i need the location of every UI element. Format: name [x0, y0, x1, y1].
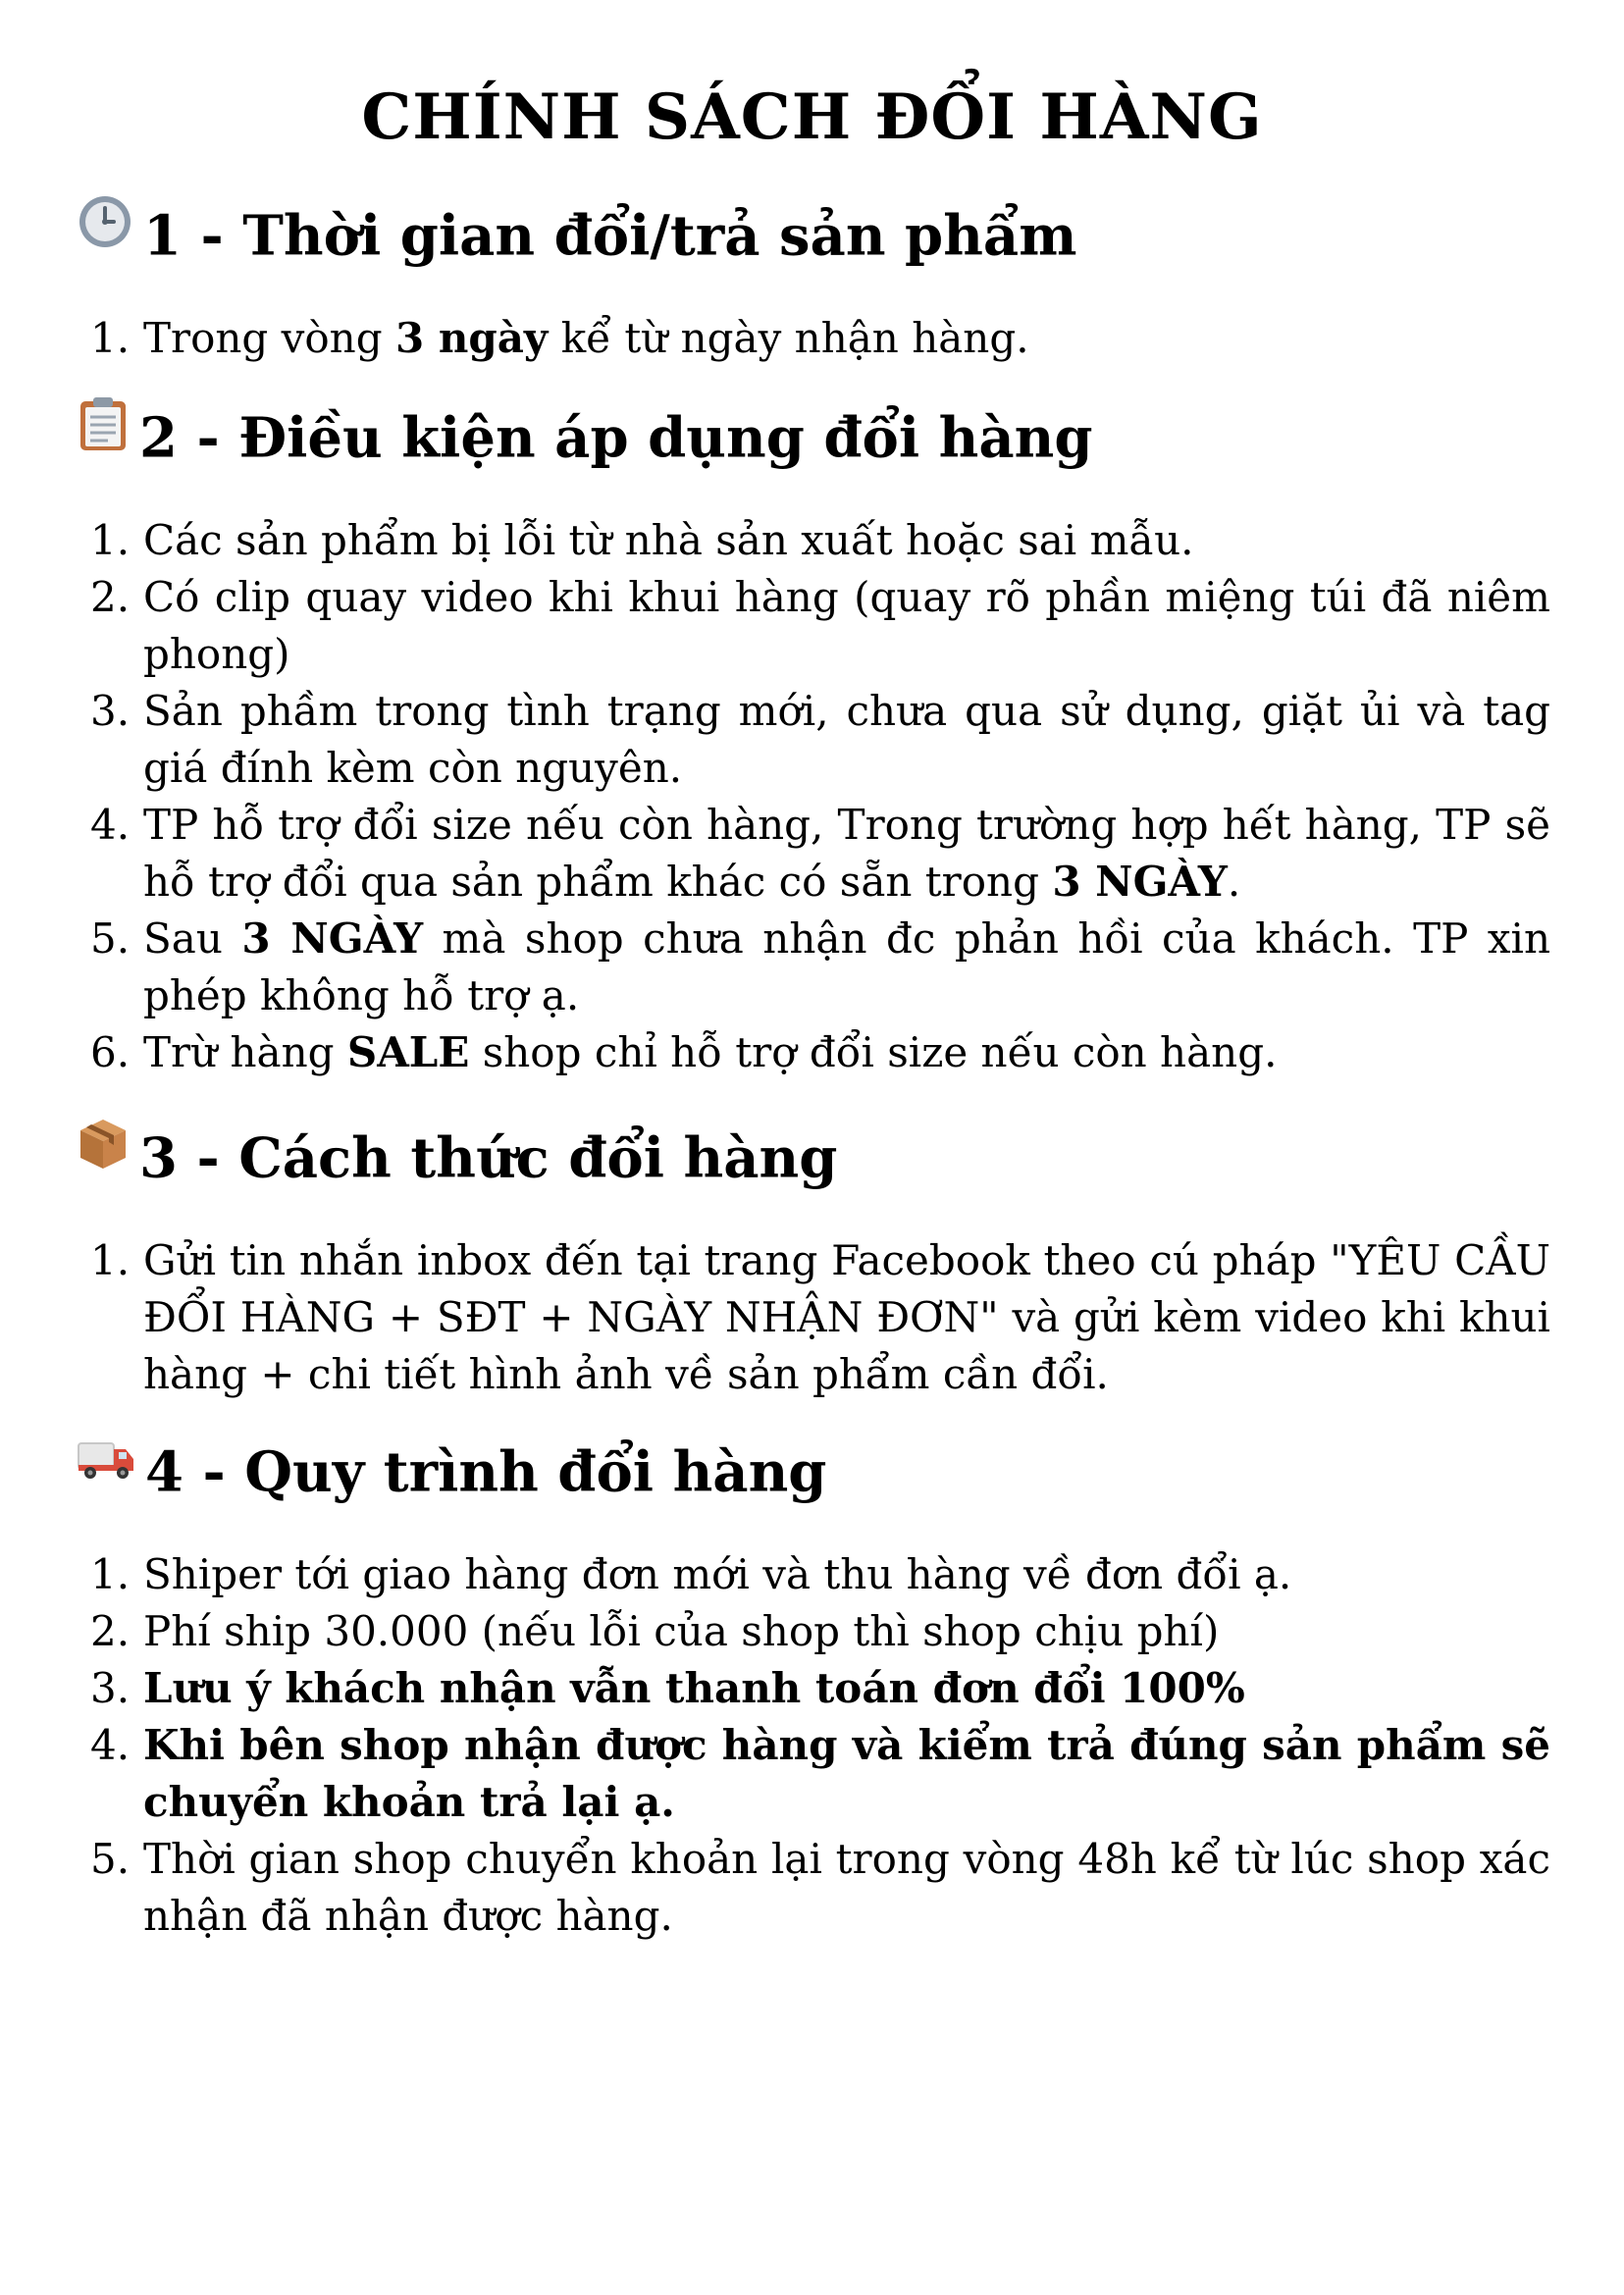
- section-title: 2 - Điều kiện áp dụng đổi hàng: [139, 405, 1093, 471]
- list-item: [90, 1660, 1550, 1717]
- item-text: shop chỉ hỗ trợ đổi size nếu còn hàng.: [469, 1028, 1278, 1076]
- list-item: [90, 310, 1550, 367]
- list-item: [90, 1232, 1550, 1403]
- item-emphasis: 3 ngày: [394, 314, 549, 362]
- item-text: Các sản phẩm bị lỗi từ nhà sản xuất hoặc sai mẫu.: [143, 516, 1194, 564]
- list-item: [90, 1024, 1550, 1081]
- list-item: [90, 569, 1550, 683]
- item-number: 2.: [90, 1607, 131, 1655]
- item-number: 1.: [90, 314, 131, 362]
- list-item: [90, 1831, 1550, 1945]
- item-number: 1.: [90, 516, 131, 564]
- process-list: [90, 1546, 1550, 1945]
- section-title: 4 - Quy trình đổi hàng: [145, 1439, 827, 1505]
- item-number: 5.: [90, 914, 131, 963]
- item-number: 6.: [90, 1028, 131, 1076]
- item-text: Trừ hàng: [143, 1028, 347, 1076]
- item-number: 1.: [90, 1236, 131, 1284]
- item-text: Sau: [143, 914, 242, 963]
- list-item: [90, 911, 1550, 1024]
- item-text: Sản phầm trong tình trạng mới, chưa qua sử dụng, giặt ủi và tag giá đính kèm còn nguyên.: [143, 687, 1550, 792]
- item-text: Khi bên shop nhận được hàng và kiểm trả đúng sản phẩm sẽ chuyển khoản trả lại ạ.: [143, 1721, 1550, 1826]
- list-item: [90, 683, 1550, 797]
- item-text: mà shop chưa nhận đc phản hồi của khách. TP xin phép không hỗ trợ ạ.: [143, 914, 1550, 1019]
- item-text: Có clip quay video khi khui hàng (quay rõ phần miệng túi đã niêm phong): [143, 573, 1550, 678]
- clipboard-icon: [77, 395, 130, 469]
- item-number: 5.: [90, 1835, 131, 1883]
- list-item: [90, 1546, 1550, 1603]
- page-title: CHÍNH SÁCH ĐỔI HÀNG: [361, 80, 1263, 154]
- item-number: 3.: [90, 687, 131, 735]
- list-item: [90, 1717, 1550, 1831]
- section-title: 1 - Thời gian đổi/trả sản phẩm: [143, 203, 1077, 269]
- item-text: Shiper tới giao hàng đơn mới và thu hàng về đơn đổi ạ.: [143, 1550, 1292, 1598]
- item-text: Lưu ý khách nhận vẫn thanh toán đơn đổi 100%: [143, 1664, 1245, 1712]
- conditions-list: [90, 512, 1550, 1081]
- list-item: [90, 797, 1550, 911]
- package-icon: [77, 1116, 130, 1189]
- section-heading-method: [77, 1119, 837, 1195]
- item-text: TP hỗ trợ đổi size nếu còn hàng, Trong trường hợp hết hàng, TP sẽ hỗ trợ đổi qua sản phẩm khác có sẵn trong: [143, 801, 1550, 906]
- item-number: 3.: [90, 1664, 131, 1712]
- section-title: 3 - Cách thức đổi hàng: [139, 1125, 838, 1191]
- delivery-truck-icon: [77, 1430, 135, 1503]
- item-text: Phí ship 30.000 (nếu lỗi của shop thì shop chịu phí): [143, 1607, 1220, 1655]
- item-number: 4.: [90, 801, 131, 849]
- item-emphasis: 3 NGÀY: [1052, 858, 1228, 906]
- section-heading-conditions: [77, 398, 1093, 475]
- time-list: [90, 310, 1550, 367]
- item-number: 4.: [90, 1721, 131, 1769]
- item-emphasis: SALE: [346, 1028, 470, 1076]
- clock-icon: [77, 193, 133, 267]
- list-item: [90, 512, 1550, 569]
- item-text: .: [1227, 858, 1241, 906]
- section-heading-process: [77, 1433, 826, 1509]
- item-text: Thời gian shop chuyển khoản lại trong vòng 48h kể từ lúc shop xác nhận đã nhận được hàng.: [143, 1835, 1550, 1940]
- item-number: 2.: [90, 573, 131, 621]
- item-emphasis: 3 NGÀY: [241, 914, 424, 963]
- item-number: 1.: [90, 1550, 131, 1598]
- method-list: [90, 1232, 1550, 1403]
- section-heading-time: [77, 196, 1076, 273]
- item-text: kể từ ngày nhận hàng.: [548, 314, 1029, 362]
- item-text: Trong vòng: [143, 314, 395, 362]
- item-text: Gửi tin nhắn inbox đến tại trang Facebook theo cú pháp "YÊU CẦU ĐỔI HÀNG + SĐT + NGÀY NHẬN ĐƠN" và gửi kèm video khi khui hàng + chi tiết hình ảnh về sản phẩm cần đổi.: [143, 1236, 1550, 1398]
- list-item: [90, 1603, 1550, 1660]
